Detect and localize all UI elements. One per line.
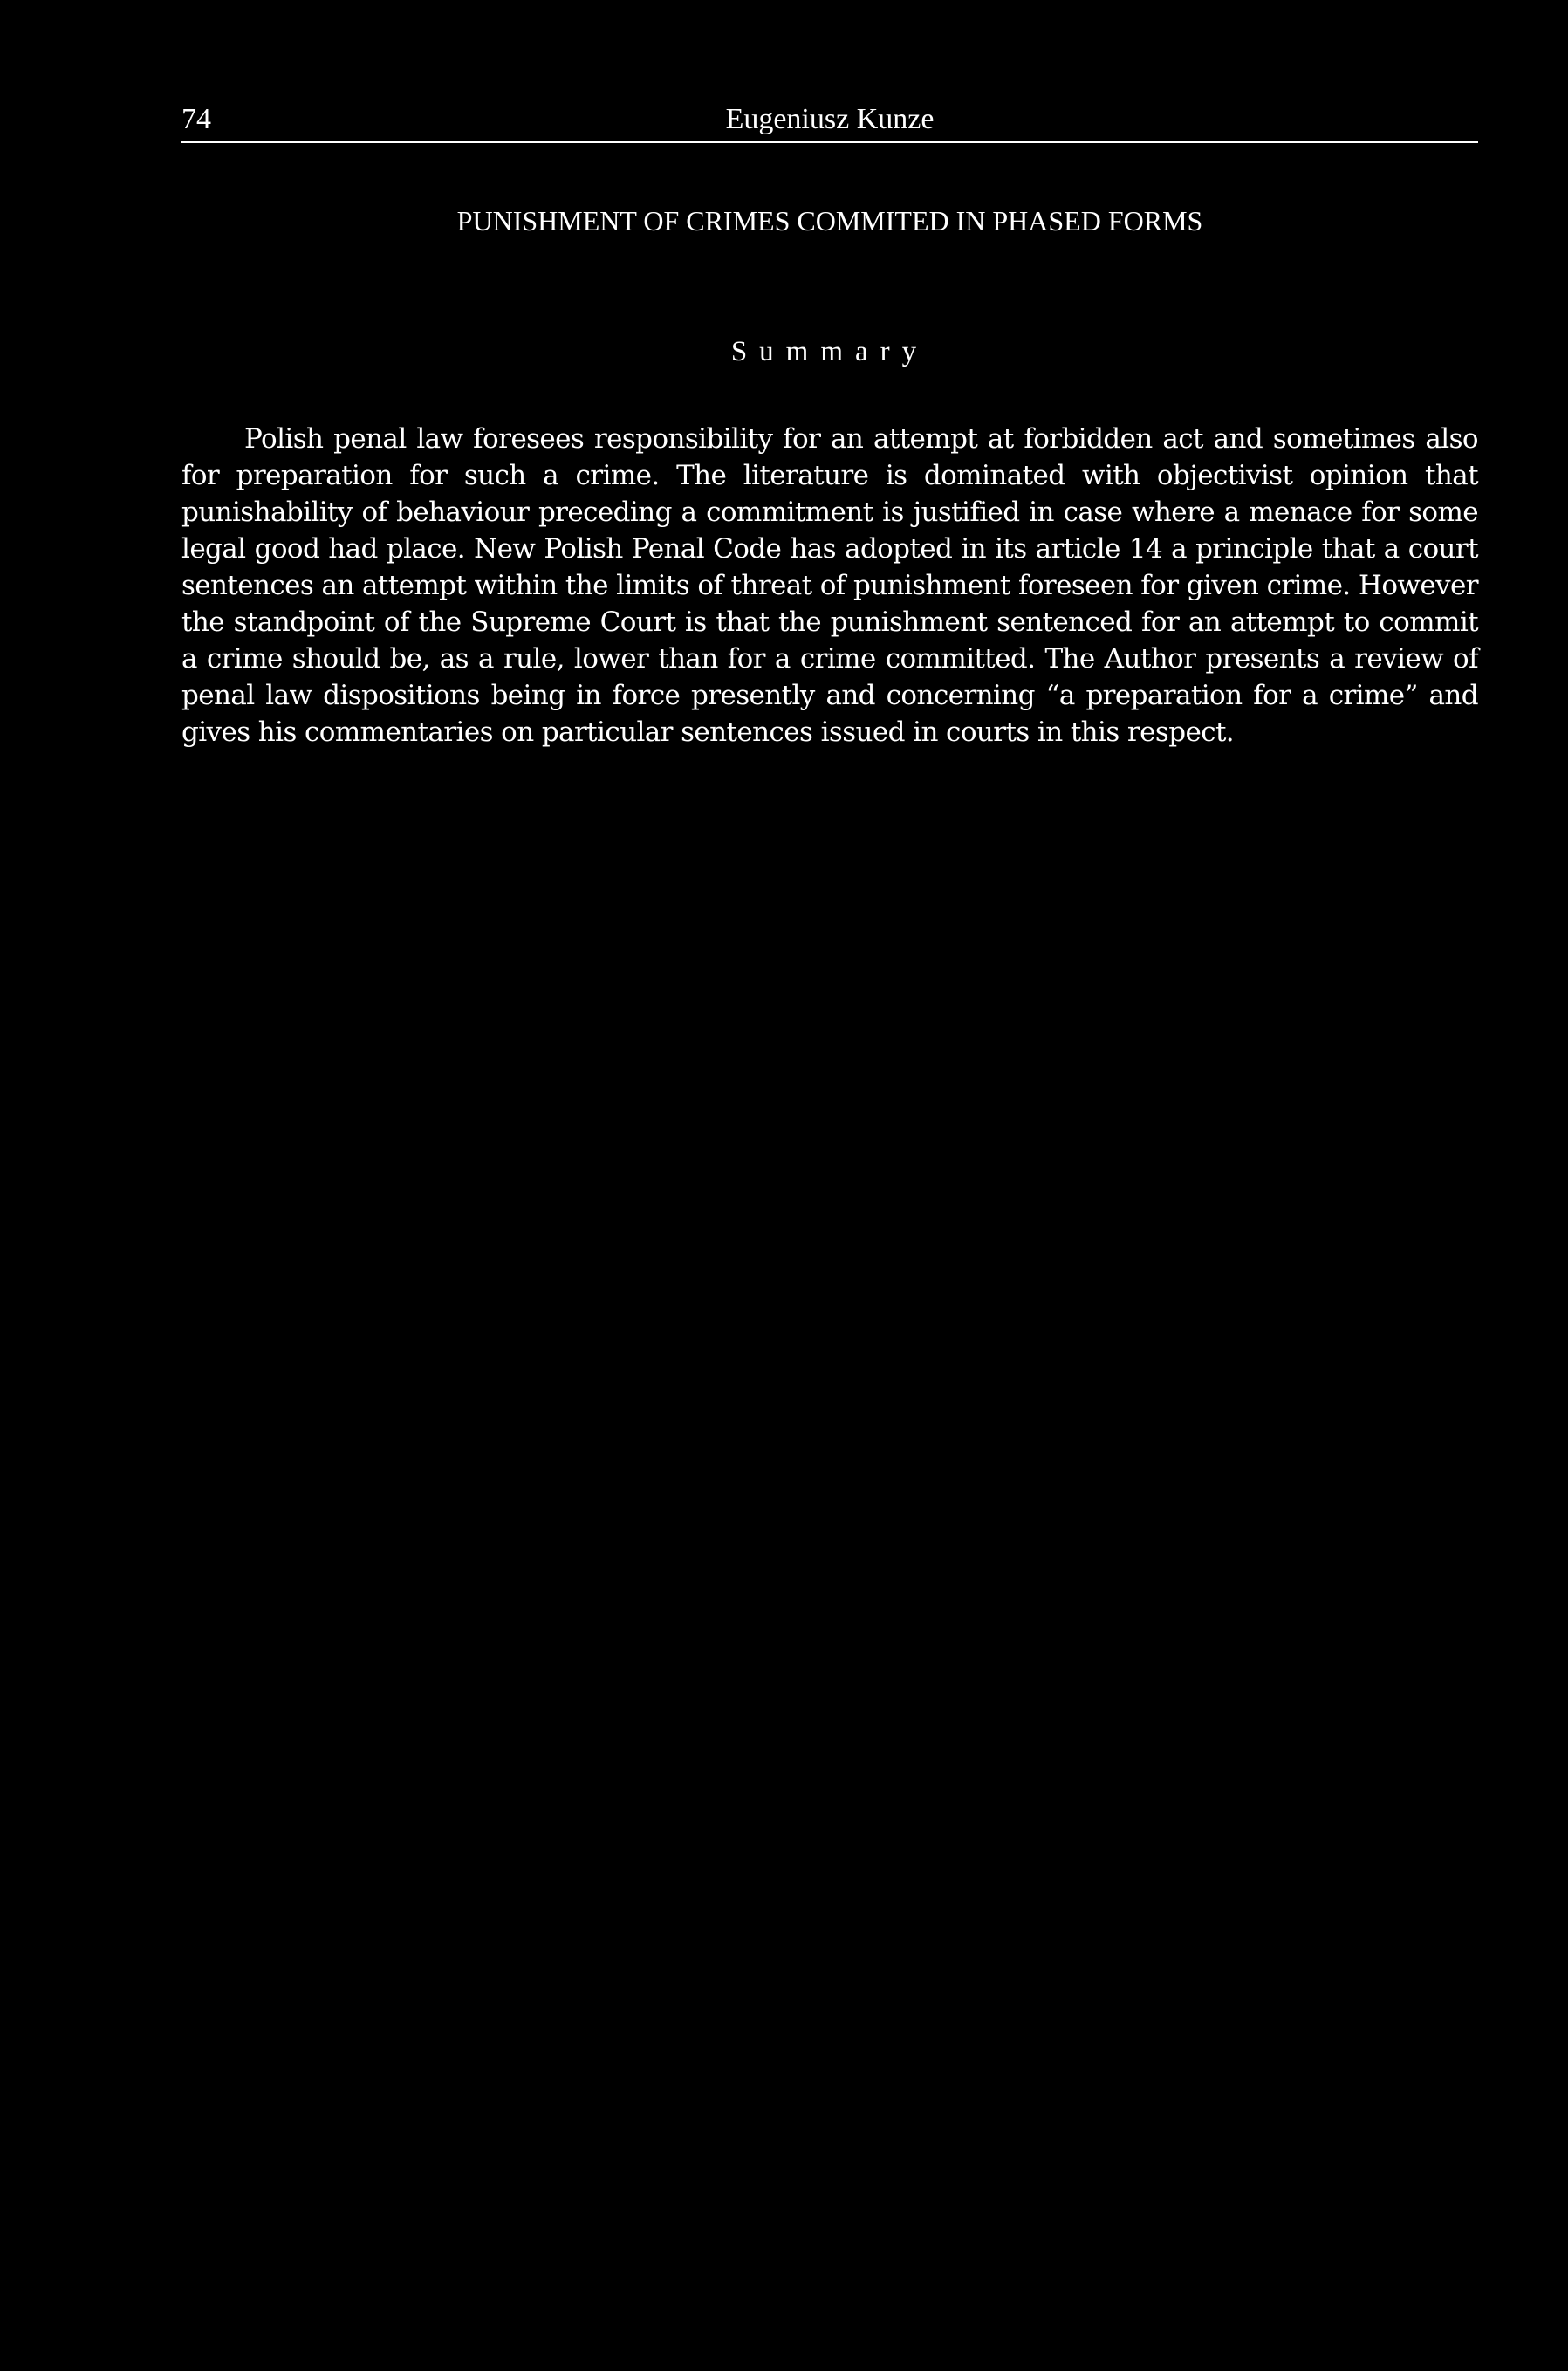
page-header: [181, 98, 1478, 141]
page-number: 74: [181, 103, 211, 135]
running-head: Eugeniusz Kunze: [725, 103, 935, 135]
summary-heading: Summary: [730, 336, 929, 367]
summary-paragraph: Polish penal law foresees responsibility for an attempt at forbidden act and sometimes also for preparation for such a crime. The literature is dominated with objectivist opinion that punishability of behaviour preceding a commitment is justified in case where a menace for some legal good had place. New Polish Penal Code has adopted in its article 14 a principle that a court sentences an attempt within the limits of threat of punishment foreseen for given crime. However the standpoint of the Supreme Court is that the punishment sentenced for an attempt to commit a crime should be, as a rule, lower than for a crime committed. The Author presents a review of penal law dispositions being in force presently and concerning “a preparation for a crime” and gives his commentaries on particular sentences issued in courts in this respect.: [181, 423, 1478, 748]
header-rule: [181, 141, 1478, 143]
article-title: PUNISHMENT OF CRIMES COMMITED IN PHASED FORMS: [456, 205, 1203, 236]
